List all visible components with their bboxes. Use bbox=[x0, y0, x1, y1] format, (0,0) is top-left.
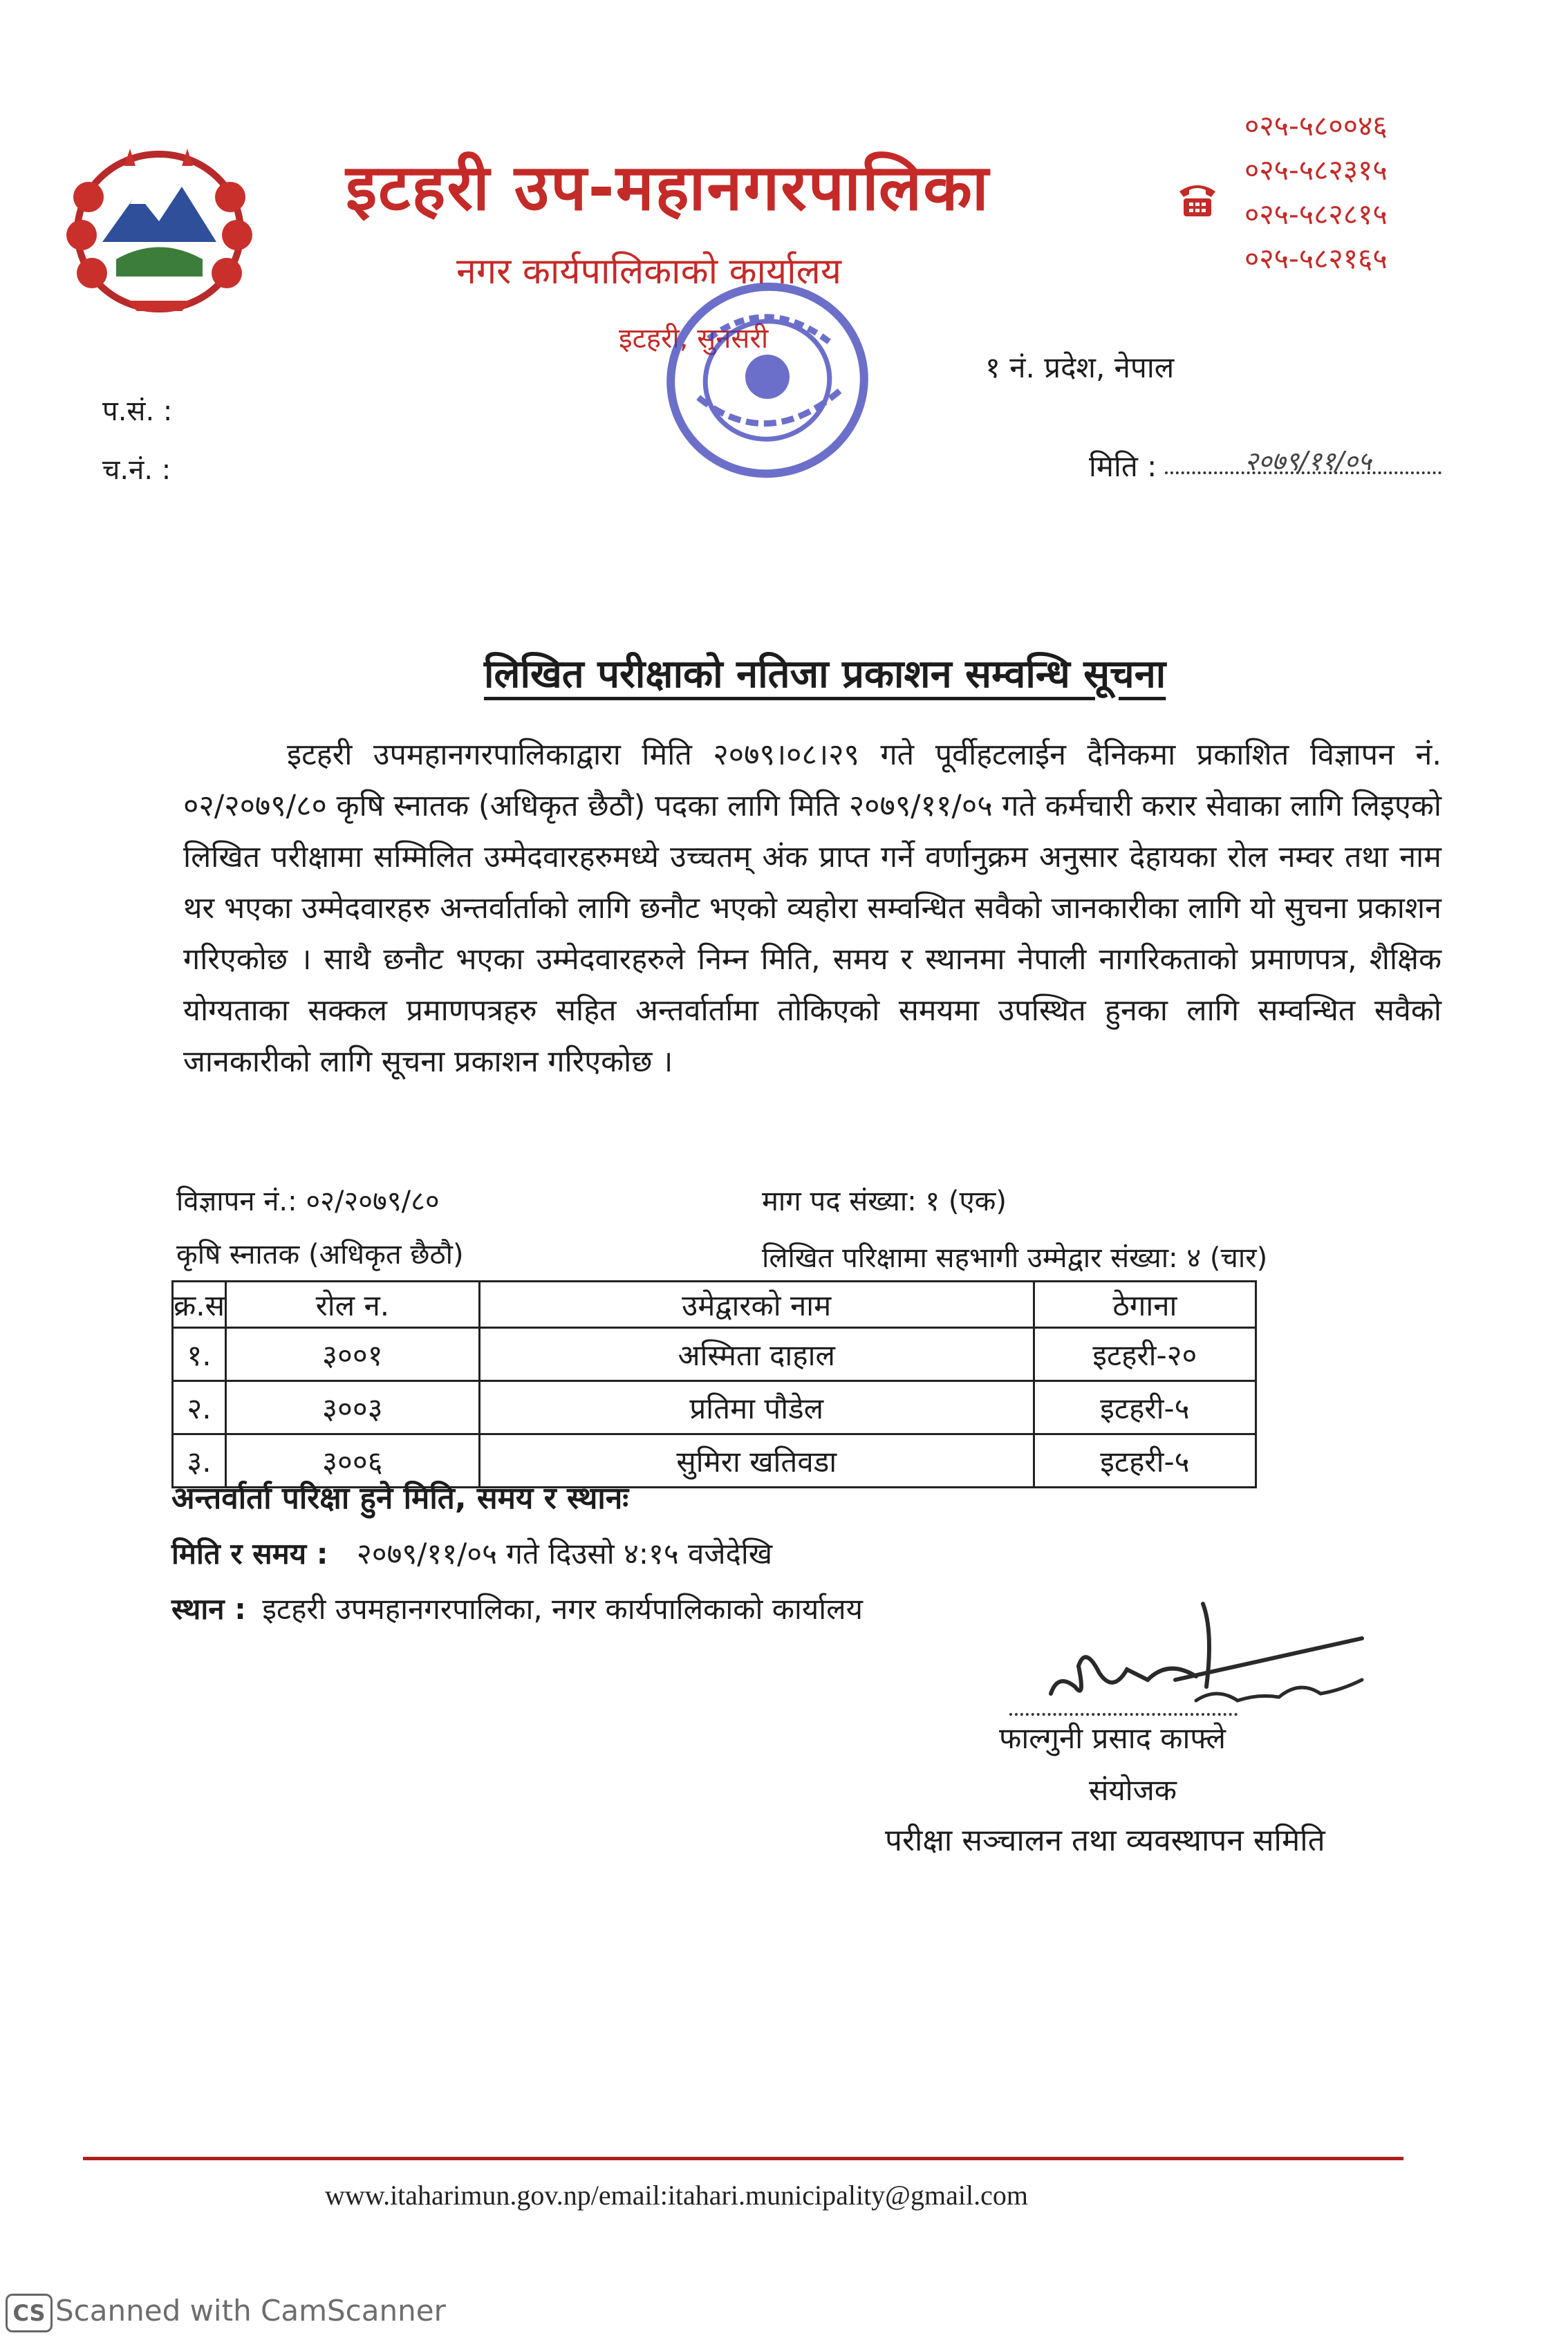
table-header-row bbox=[173, 1282, 1256, 1328]
office-subtitle: नगर कार्यपालिकाको कार्यालय bbox=[456, 251, 842, 292]
signature-dotted-line bbox=[1009, 1713, 1238, 1716]
date-label: मिति : bbox=[1089, 449, 1157, 483]
signer-name: फाल्गुनी प्रसाद काफ्ले bbox=[999, 1721, 1226, 1755]
notice-body: इटहरी उपमहानगरपालिकाद्वारा मिति २०७९।०८।२९ गते पूर्वीहटलाईन दैनिकमा प्रकाशित विज्ञापन नं. ०२/२०७९/८० कृषि स्नातक (अधिकृत छैठौ) पदका लागि मिति २०७९/११/०५ गते कर्मचारी करार सेवाका लागि लिइएको लिखित परीक्षामा सम्मिलित उम्मेदवारहरुमध्ये उच्चतम् अंक प्राप्त गर्ने वर्णानुक्रम अनुसार देहायका रोल नम्वर तथा नाम थर भएका उम्मेदवारहरु अन्तर्वार्ताको लागि छनौट भएको व्यहोरा सम्वन्धित सवैको जानकारीका लागि यो सुचना प्रकाशन गरिएकोछ । साथै छनौट भएका उम्मेदवारहरुले निम्न मिति, समय र स्थानमा नेपाली नागरिकताको प्रमाणपत्र, शैक्षिक योग्यताका सक्कल प्रमाणपत्रहरु सहित अन्तर्वार्तामा तोकिएको समयमा उपस्थित हुनका लागि सम्वन्धित सवैको जानकारीको लागि सूचना प्रकाशन गरिएकोछ । bbox=[183, 738, 1441, 1079]
cell-roll: ३००३ bbox=[226, 1381, 480, 1434]
place-value: इटहरी उपमहानगरपालिका, नगर कार्यपालिकाको कार्यालय bbox=[262, 1592, 863, 1626]
advert-number: विज्ञापन नं.: ०२/२०७९/८० bbox=[176, 1186, 440, 1217]
phone-list bbox=[1244, 104, 1388, 281]
cell-address: इटहरी-५ bbox=[1034, 1381, 1256, 1434]
candidate-count: लिखित परिक्षामा सहभागी उम्मेद्वार संख्या: ४ (चार) bbox=[762, 1242, 1268, 1274]
seat-count: माग पद संख्या: १ (एक) bbox=[762, 1186, 1007, 1217]
cell-serial: ३. bbox=[173, 1434, 226, 1488]
cell-serial: १. bbox=[173, 1328, 226, 1381]
camscanner-watermark: Scanned with CamScanner bbox=[55, 2294, 446, 2328]
cell-name: प्रतिमा पौडेल bbox=[479, 1381, 1034, 1434]
phone-number: ०२५-५८२३१५ bbox=[1244, 153, 1388, 187]
datetime-value: २०७९/११/०५ गते दिउसो ४:१५ वजेदेखि bbox=[356, 1537, 773, 1571]
telephone-icon bbox=[1175, 176, 1220, 221]
handwritten-signature-icon bbox=[1037, 1590, 1383, 1728]
letter-number-label: प.सं. : bbox=[102, 395, 173, 427]
cell-name: सुमिरा खतिवडा bbox=[479, 1434, 1034, 1488]
table-row bbox=[173, 1381, 1256, 1434]
camscanner-logo-icon: CS bbox=[6, 2294, 53, 2332]
cell-roll: ३००१ bbox=[226, 1328, 480, 1381]
footer-divider bbox=[83, 2157, 1403, 2160]
office-title: इटहरी उप-महानगरपालिका bbox=[346, 151, 990, 225]
phone-number: ०२५-५८२८१५ bbox=[1244, 198, 1388, 231]
footer-contact: www.itaharimun.gov.np/email:itahari.municipality@gmail.com bbox=[325, 2180, 1028, 2211]
datetime-label: मिति र समय : bbox=[171, 1537, 328, 1571]
phone-number: ०२५-५८२१६५ bbox=[1244, 242, 1388, 275]
phone-number: ०२५-५८००४६ bbox=[1244, 109, 1388, 142]
cell-serial: २. bbox=[173, 1381, 226, 1434]
header-name: उमेद्वारको नाम bbox=[479, 1282, 1034, 1328]
notice-heading: लिखित परीक्षाको नतिजा प्रकाशन सम्वन्धि सूचना bbox=[484, 652, 1166, 697]
province-label: १ नं. प्रदेश, नेपाल bbox=[985, 350, 1175, 384]
date-value: २०७९/११/०५ bbox=[1244, 446, 1372, 476]
cell-roll: ३००६ bbox=[226, 1434, 480, 1488]
nepal-emblem-icon bbox=[61, 138, 258, 325]
cell-address: इटहरी-५ bbox=[1034, 1434, 1256, 1488]
header-serial: क्र.स bbox=[173, 1282, 226, 1328]
place-label: स्थान : bbox=[171, 1592, 246, 1626]
post-name: कृषि स्नातक (अधिकृत छैठौ) bbox=[176, 1239, 464, 1271]
interview-datetime bbox=[171, 1533, 772, 1573]
results-table bbox=[171, 1280, 1257, 1488]
office-city: इटहरी, सुनसरी bbox=[619, 323, 769, 355]
office-stamp-icon bbox=[657, 273, 878, 494]
table-row bbox=[173, 1328, 1256, 1381]
header-roll: रोल न. bbox=[226, 1282, 480, 1328]
interview-heading: अन्तर्वार्ता परिक्षा हुने मिति, समय र स्थानः bbox=[171, 1481, 629, 1516]
committee-name: परीक्षा सञ्चालन तथा व्यवस्थापन समिति bbox=[885, 1823, 1325, 1858]
dispatch-number-label: च.नं. : bbox=[102, 454, 171, 486]
interview-place bbox=[171, 1589, 863, 1628]
cell-name: अस्मिता दाहाल bbox=[479, 1328, 1034, 1381]
cell-address: इटहरी-२० bbox=[1034, 1328, 1256, 1381]
header-address: ठेगाना bbox=[1034, 1282, 1256, 1328]
signer-role: संयोजक bbox=[1089, 1773, 1177, 1807]
